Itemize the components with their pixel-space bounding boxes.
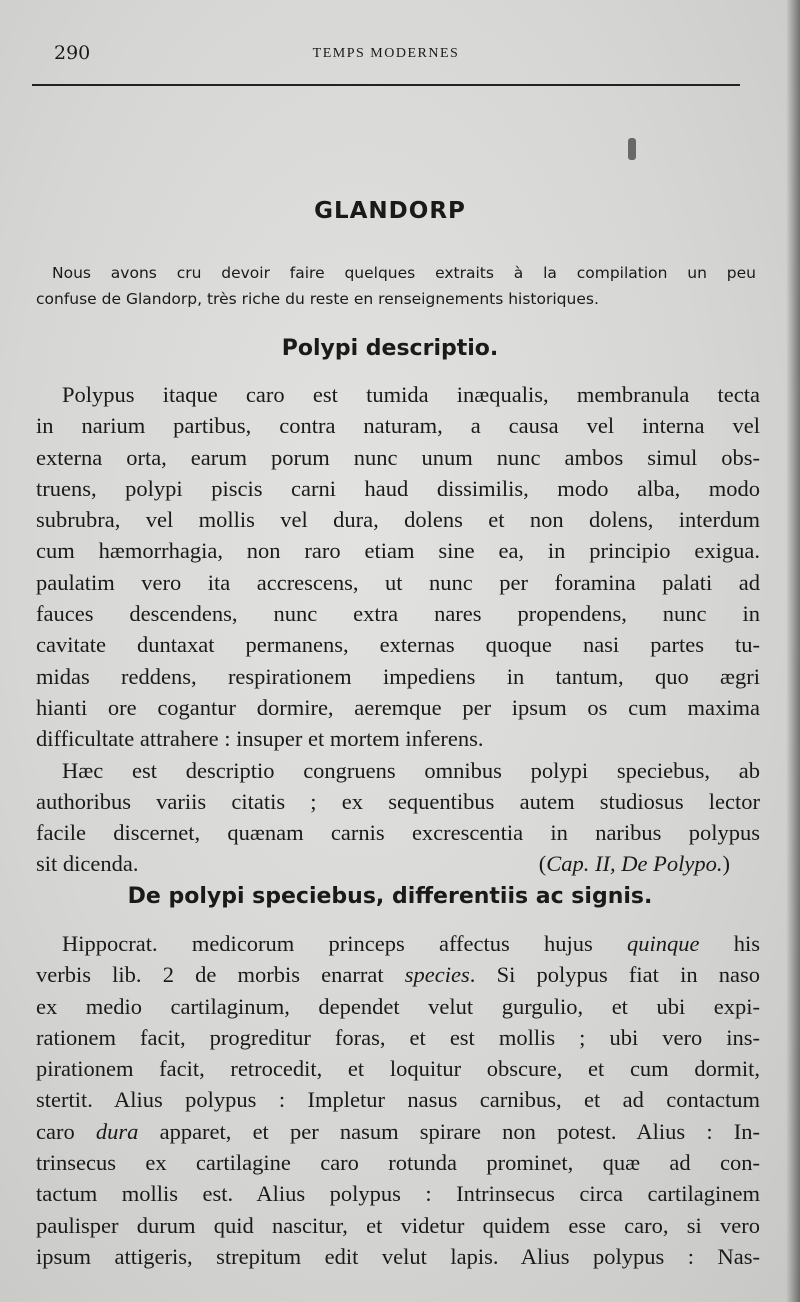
section-title: GLANDORP [314,198,466,224]
italic-word: dura [95,1118,139,1144]
text-line: pirationem facit, retrocedit, et loquitur obscure, et cum dormit, [36,1056,760,1082]
text-line: truens, polypi piscis carni haud dissimilis, modo alba, modo [36,475,760,501]
citation-close: ) [722,851,730,877]
text-line: ex medio cartilaginum, dependet velut gurgulio, et ubi expi- [36,993,760,1019]
running-title: TEMPS MODERNES [312,46,460,61]
text-line: stertit. Alius polypus : Impletur nasus carnibus, et ad contactum [36,1087,760,1113]
text-line: paulisper durum quid nascitur, et videtur quidem esse caro, si vero [36,1212,760,1238]
text-line: subrubra, vel mollis vel dura, dolens et non dolens, interdum [36,507,760,533]
text-line: in narium partibus, contra naturam, a causa vel interna vel [36,413,760,439]
text-line: Polypus itaque caro est tumida inæqualis, membranula tecta [62,382,760,407]
text-run: Hippocrat. medicorum princeps affectus hujus [62,931,627,956]
citation-text: Cap. II, De Polypo. [546,851,723,877]
text-run: verbis lib. 2 de morbis enarrat [36,962,405,988]
text-line [36,928,760,959]
text-line: Hæc est descriptio congruens omnibus polypi speciebus, ab [62,757,760,783]
intro-line: confuse de Glandorp, très riche du reste en renseignements historiques. [36,290,599,308]
text-line [36,959,760,990]
paragraph-speciebus [36,928,760,1272]
text-line: cavitate duntaxat permanens, externas quoque nasi partes tu- [36,632,760,658]
ink-mark [628,138,636,160]
text-line: fauces descendens, nunc extra nares propendens, nunc in [36,601,760,627]
intro-line: Nous avons cru devoir faire quelques extraits à la compilation un peu [52,264,756,282]
text-line: cum hæmorrhagia, non raro etiam sine ea, in principio exigua. [36,538,760,564]
paragraph-descriptio [36,379,760,880]
subsection-title-descriptio: Polypi descriptio. [281,336,499,361]
text-line: facile discernet, quænam carnis excrescentia in naribus polypus [36,820,760,846]
italic-word: species [404,962,470,988]
header-rule [32,84,740,86]
text-run: . Si polypus fiat in naso [469,962,760,988]
text-line: tactum mollis est. Alius polypus : Intrinsecus circa cartilaginem [36,1181,760,1207]
subsection-title-speciebus: De polypi speciebus, differentiis ac signis. [127,884,653,909]
citation-open: ( [538,851,547,877]
text-line: externa orta, earum porum nunc unum nunc ambos simul obs- [36,444,760,470]
text-run: his [699,931,760,956]
text-line: rationem facit, progreditur foras, et est mollis ; ubi vero ins- [36,1024,760,1050]
page-edge-shadow [786,0,800,1302]
page-header [32,40,740,90]
intro-paragraph [36,260,756,312]
text-line: authoribus variis citatis ; ex sequentibus autem studiosus lector [36,788,760,814]
text-line: difficultate attrahere : insuper et mortem inferens. [36,726,484,752]
text-run: apparet, et per nasum spirare non potest. Alius : In- [138,1118,760,1144]
italic-word: quinque [627,931,700,956]
text-line: midas reddens, respirationem impediens in tantum, quo ægri [36,663,760,689]
text-line: trinsecus ex cartilagine caro rotunda prominet, quæ ad con- [36,1150,760,1176]
citation-line [36,848,760,879]
text-run: caro [36,1118,96,1144]
text-line [36,1116,760,1147]
page-number: 290 [54,42,91,64]
text-line: hianti ore cogantur dormire, aeremque per ipsum os cum maxima [36,694,760,720]
citation [539,848,730,879]
text-line: sit dicenda. [36,851,139,877]
text-line: ipsum attigeris, strepitum edit velut lapis. Alius polypus : Nas- [36,1243,760,1269]
text-line: paulatim vero ita accrescens, ut nunc per foramina palati ad [36,569,760,595]
